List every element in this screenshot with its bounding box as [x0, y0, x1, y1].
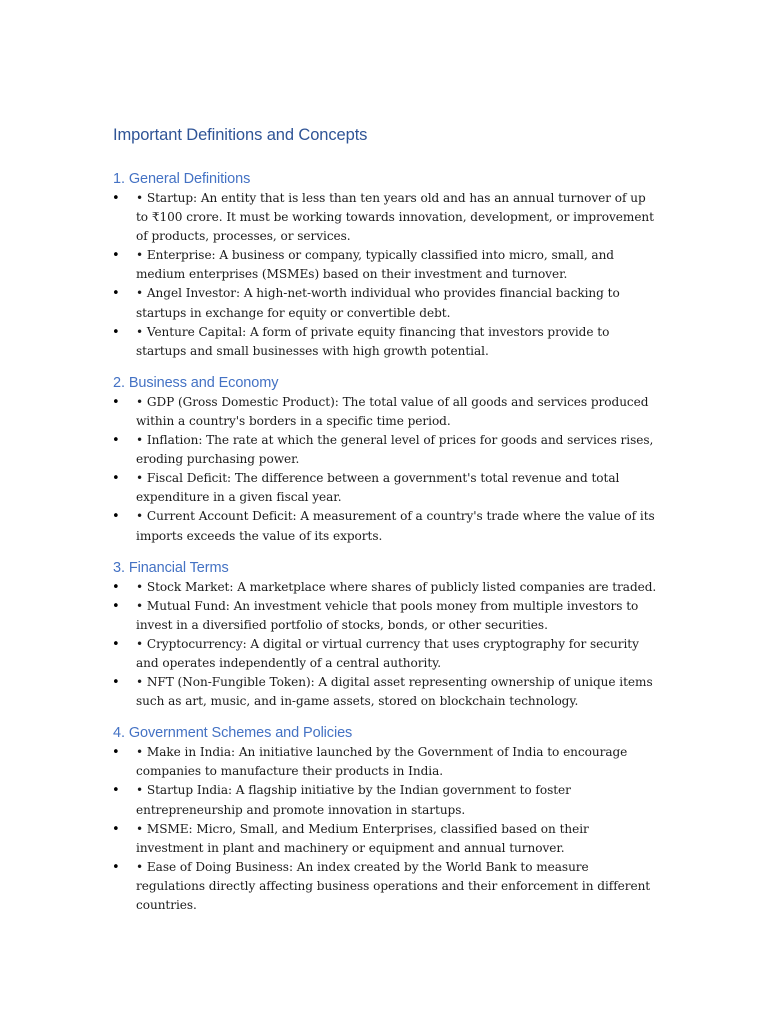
item-text: • Fiscal Deficit: The difference between a government's total revenue and total expenditure in a given fiscal year. [136, 471, 620, 505]
bullet-icon: • [112, 579, 120, 595]
section-heading: 1. General Definitions [113, 171, 251, 187]
definition-list [113, 393, 658, 546]
list-item [113, 284, 658, 322]
item-text: • Angel Investor: A high-net-worth individual who provides financial backing to startups in exchange for equity or convertible debt. [136, 286, 620, 320]
item-text: • NFT (Non-Fungible Token): A digital asset representing ownership of unique items such as art, music, and in-game assets, stored on blockchain technology. [136, 675, 653, 709]
bullet-icon: • [112, 859, 120, 875]
bullet-icon: • [112, 783, 120, 799]
item-text: • Startup: An entity that is less than ten years old and has an annual turnover of up to ₹100 crore. It must be working towards innovation, development, or improvement of products, processes, or services. [136, 191, 654, 244]
bullet-icon: • [112, 675, 120, 691]
bullet-icon: • [112, 433, 120, 449]
list-item [113, 781, 658, 819]
bullet-icon: • [112, 286, 120, 302]
item-text: • Inflation: The rate at which the general level of prices for goods and services rises, eroding purchasing power. [136, 433, 654, 467]
item-text: • Startup India: A flagship initiative by the Indian government to foster entrepreneurship and promote innovation in startups. [136, 783, 571, 817]
section-heading: 4. Government Schemes and Policies [113, 725, 353, 742]
item-text: • Enterprise: A business or company, typically classified into micro, small, and medium enterprises (MSMEs) based on their investment and turnover. [136, 248, 615, 282]
bullet-icon: • [112, 636, 120, 652]
bullet-icon: • [112, 324, 120, 340]
item-text: • Make in India: An initiative launched by the Government of India to encourage companies to manufacture their products in India. [136, 745, 628, 779]
list-item [113, 431, 658, 469]
item-text: • Cryptocurrency: A digital or virtual currency that uses cryptography for security and operates independently of a central authority. [136, 636, 639, 670]
bullet-icon: • [112, 191, 120, 206]
list-item [113, 597, 658, 635]
list-item [113, 393, 658, 431]
bullet-icon: • [112, 471, 120, 487]
bullet-icon: • [112, 509, 120, 525]
bullet-icon: • [112, 821, 120, 837]
list-item [113, 323, 658, 361]
section-financial-terms [113, 558, 658, 712]
item-text: • GDP (Gross Domestic Product): The total value of all goods and services produced within a country's borders in a specific time period. [136, 394, 649, 428]
section-business-economy [113, 373, 658, 546]
definition-list [113, 578, 658, 712]
list-item [113, 635, 658, 673]
item-text: • Venture Capital: A form of private equity financing that investors provide to startups and small businesses with high growth potential. [136, 324, 610, 358]
list-item [113, 507, 658, 545]
list-item [113, 578, 658, 597]
item-text: • Stock Market: A marketplace where shares of publicly listed companies are traded. [136, 579, 657, 594]
document-page [113, 122, 658, 927]
section-heading: 3. Financial Terms [113, 559, 229, 576]
bullet-icon: • [112, 598, 120, 614]
definition-list [113, 743, 658, 915]
list-item [113, 246, 658, 284]
list-item [113, 673, 658, 711]
definition-list [113, 189, 658, 361]
document-title: Important Definitions and Concepts [113, 126, 368, 144]
bullet-icon: • [112, 394, 120, 410]
section-heading: 2. Business and Economy [113, 374, 279, 391]
item-text: • Ease of Doing Business: An index created by the World Bank to measure regulations directly affecting business operations and their enforcement in different countries. [136, 859, 651, 912]
section-general-definitions [113, 169, 658, 361]
list-item [113, 189, 658, 246]
item-text: • Current Account Deficit: A measurement of a country's trade where the value of its imports exceeds the value of its exports. [136, 509, 655, 543]
bullet-icon: • [112, 745, 120, 761]
bullet-icon: • [112, 248, 120, 264]
list-item [113, 743, 658, 781]
item-text: • MSME: Micro, Small, and Medium Enterprises, classified based on their investment in plant and machinery or equipment and annual turnover. [136, 821, 589, 855]
list-item [113, 469, 658, 507]
item-text: • Mutual Fund: An investment vehicle that pools money from multiple investors to invest in a diversified portfolio of stocks, bonds, or other securities. [136, 598, 639, 632]
section-government-schemes [113, 723, 658, 915]
list-item [113, 858, 658, 915]
list-item [113, 820, 658, 858]
